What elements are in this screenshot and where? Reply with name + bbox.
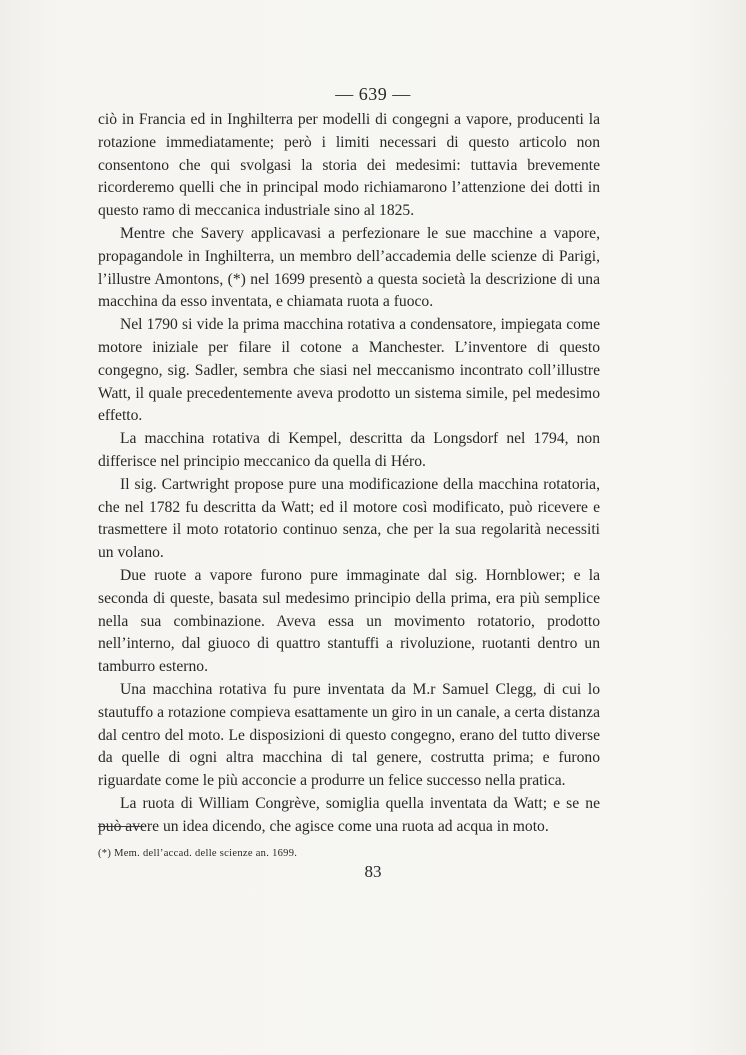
- body-text: [98, 109, 600, 839]
- paragraph-3: Nel 1790 si vide la prima macchina rotativa a condensatore, impiegata come motore iniziale per filare il cotone a Manchester. L’inventore di questo congegno, sig. Sadler, sembra che siasi nel meccanismo incontrato coll’illustre Watt, il quale precedentemente aveva prodotto un sistema simile, pel medesimo effetto.: [98, 316, 600, 425]
- paragraph-6: Due ruote a vapore furono pure immaginate dal sig. Hornblower; e la seconda di queste, basata sul medesimo principio della prima, era più semplice nella sua combinazione. Aveva essa un movimento rotatorio, prodotto nell’interno, dal giuoco di quattro stantuffi a rivoluzione, ruotanti dentro un tamburro esterno.: [98, 566, 600, 676]
- footnote-divider: [98, 826, 144, 827]
- page-number-header: — 639 —: [335, 84, 411, 104]
- paragraph-8: La ruota di William Congrève, somiglia quella inventata da Watt; e se ne può avere un idea dicendo, che agisce come una ruota ad acqua in moto.: [98, 794, 600, 835]
- paragraph-4: La macchina rotativa di Kempel, descritta da Longsdorf nel 1794, non differisce nel principio meccanico da quella di Héro.: [98, 430, 600, 470]
- paragraph-5: Il sig. Cartwright propose pure una modificazione della macchina rotatoria, che nel 1782 fu descritta da Watt; ed il motore così modificato, può ricevere e trasmettere il moto rotatorio continuo senza, che per la sua regolarità necessiti un volano.: [98, 475, 600, 562]
- paragraph-7: Una macchina rotativa fu pure inventata da M.r Samuel Clegg, di cui lo stautuffo a rotazione compieva esattamente un giro in un canale, a certa distanza dal centro del moto. Le disposizioni di questo congegno, erano del tutto diverse da quelle di ogni altra macchina di tal genere, costrutta prima; e furono riguardate come le più acconcie a produrre un felice successo nella pratica.: [98, 680, 600, 790]
- signature-mark: 83: [364, 862, 382, 881]
- paragraph-1: ciò in Francia ed in Inghilterra per modelli di congegni a vapore, producenti la rotazione immediatamente; però i limiti necessari di questo articolo non consentono che qui svolgasi la storia dei medesimi: tuttavia brevemente ricorderemo quelli che in principal modo richiamarono l’attenzione dei dotti in questo ramo di meccanica industriale sino al 1825.: [98, 111, 600, 220]
- paragraph-2: Mentre che Savery applicavasi a perfezionare le sue macchine a vapore, propagandole in Inghilterra, un membro dell’accademia delle scienze di Parigi, l’illustre Amontons, (*) nel 1699 presentò a questa società la descrizione di una macchina da esso inventata, e chiamata ruota a fuoco.: [98, 224, 600, 311]
- footnote: (*) Mem. dell’accad. delle scienze an. 1699.: [98, 848, 298, 859]
